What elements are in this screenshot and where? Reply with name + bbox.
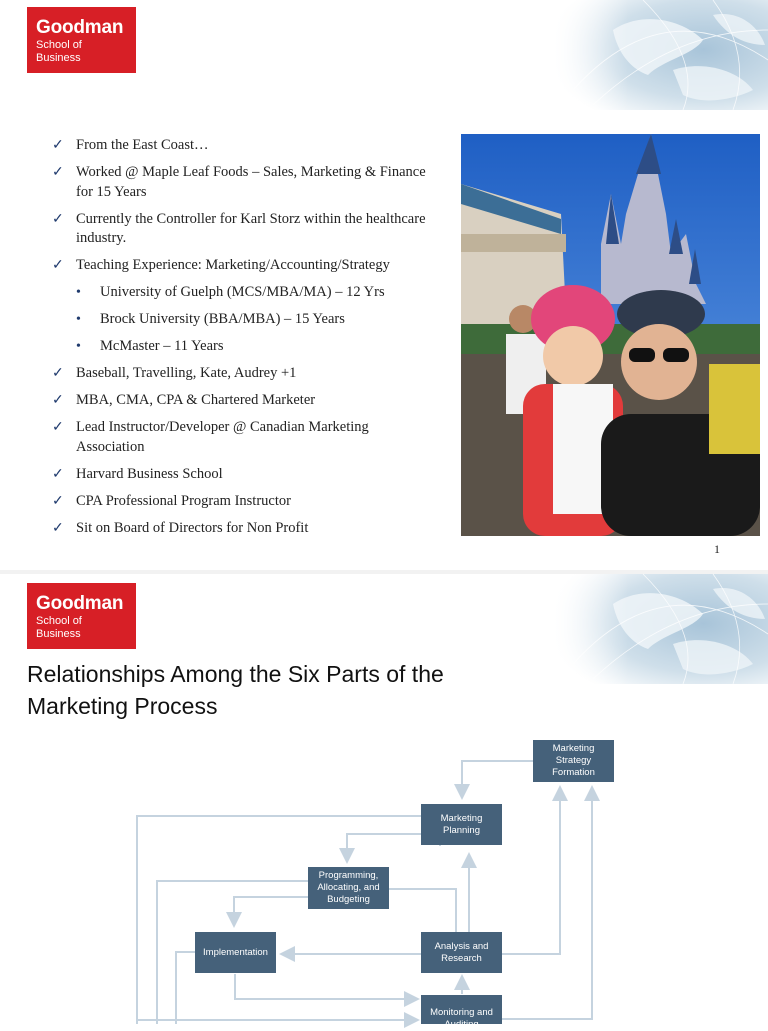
bullet-dot-icon: • [76, 285, 81, 300]
slide-title: Relationships Among the Six Parts of the Marketing Process [27, 661, 444, 719]
family-photo [461, 134, 760, 536]
box-analysis-and-research: Analysis and Research [421, 932, 502, 973]
list-subitem: • University of Guelph (MCS/MBA/MA) – 12 Yrs [52, 283, 432, 303]
checkmark-icon: ✓ [52, 138, 64, 153]
list-item: ✓ Worked @ Maple Leaf Foods – Sales, Marketing & Finance for 15 Years [52, 164, 426, 200]
list-item: ✓ From the East Coast… [52, 136, 432, 156]
checkmark-icon: ✓ [52, 366, 64, 381]
box-monitoring-and-auditing: Monitoring and Auditing [421, 995, 502, 1024]
logo-wordmark: Goodman [36, 593, 124, 614]
box-implementation: Implementation [195, 932, 276, 973]
checkmark-icon: ✓ [52, 258, 64, 273]
list-item: ✓ Lead Instructor/Developer @ Canadian Marketing Association [52, 419, 369, 455]
checkmark-icon: ✓ [52, 493, 64, 509]
checkmark-icon: ✓ [52, 211, 64, 227]
process-diagram-connectors [0, 574, 768, 1024]
logo-subtitle: School of Business [36, 39, 82, 64]
list-subitem: • McMaster – 11 Years [52, 337, 432, 357]
list-item: ✓ Baseball, Travelling, Kate, Audrey +1 [52, 364, 432, 384]
list-item: ✓ MBA, CMA, CPA & Chartered Marketer [52, 391, 432, 411]
bullet-dot-icon: • [76, 312, 81, 327]
bio-bullet-list [52, 136, 432, 546]
list-item: ✓ Harvard Business School [52, 465, 432, 485]
list-subitem: • Brock University (BBA/MBA) – 15 Years [52, 310, 432, 330]
bullet-dot-icon: • [76, 339, 81, 354]
checkmark-icon: ✓ [52, 393, 64, 408]
globe-decoration [553, 0, 768, 110]
checkmark-icon: ✓ [52, 420, 64, 435]
list-item: ✓ Sit on Board of Directors for Non Profit [52, 519, 432, 539]
box-programming-allocating-budgeting: Programming, Allocating, and Budgeting [308, 867, 389, 909]
logo-wordmark: Goodman [36, 17, 124, 38]
list-item: ✓ CPA Professional Program Instructor [52, 492, 432, 512]
box-marketing-strategy-formation: Marketing Strategy Formation [533, 740, 614, 782]
goodman-logo [27, 7, 136, 73]
box-marketing-planning: Marketing Planning [421, 804, 502, 845]
slide-2 [0, 574, 768, 1030]
checkmark-icon: ✓ [52, 466, 64, 482]
list-item: ✓ Currently the Controller for Karl Storz within the healthcare industry. [52, 210, 426, 246]
checkmark-icon: ✓ [52, 520, 64, 536]
checkmark-icon: ✓ [52, 165, 64, 180]
logo-subtitle: School of Business [36, 615, 82, 640]
list-item: ✓ Teaching Experience: Marketing/Accounting/Strategy [52, 256, 432, 276]
page-number: 1 [714, 542, 720, 556]
